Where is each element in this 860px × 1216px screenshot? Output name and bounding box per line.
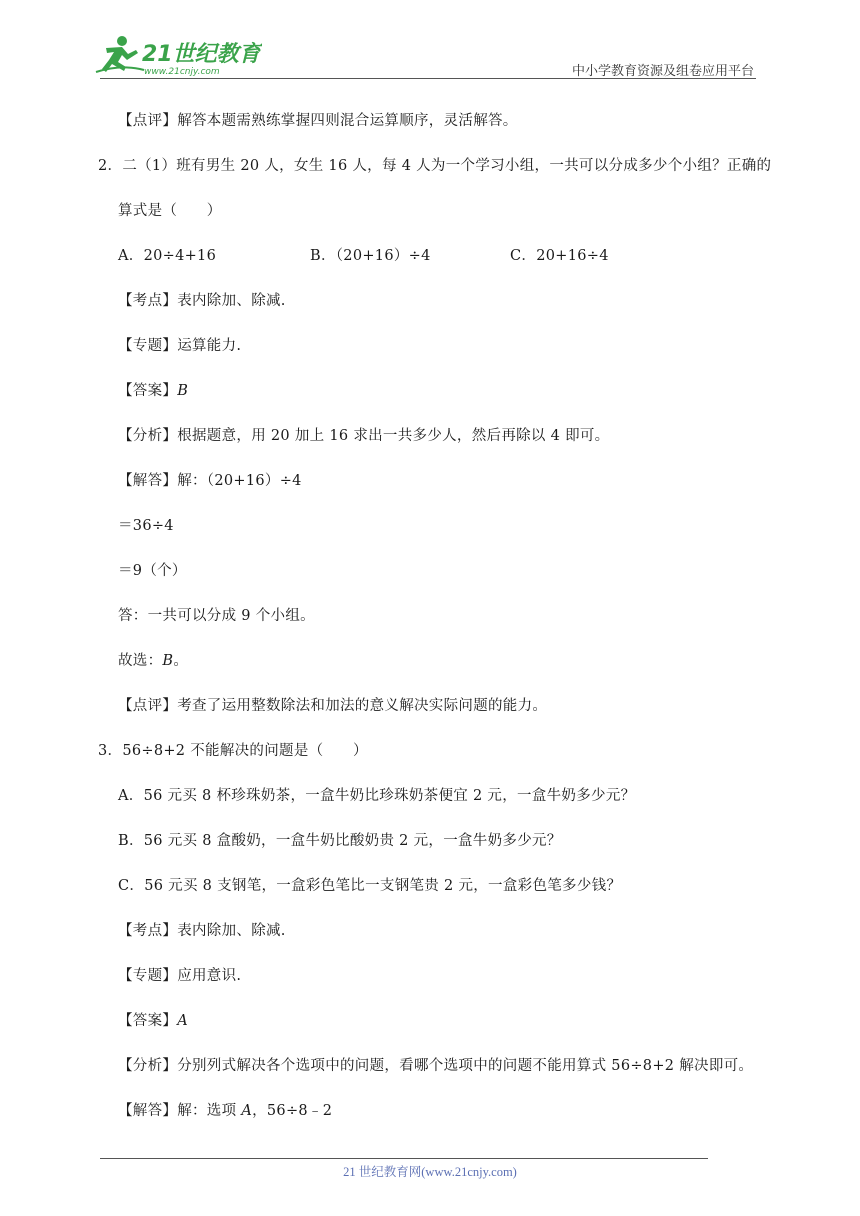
choose-end: 。 [173,653,189,669]
jieda-option: A [241,1103,253,1119]
q3-zhuanti: 【专题】应用意识. [118,968,242,984]
q2-option-c: C．20+16÷4 [510,248,609,264]
q2-fenxi: 【分析】根据题意，用 20 加上 16 求出一共多少人，然后再除以 4 即可。 [118,428,610,444]
q3-option-c: C．56 元买 8 支钢笔，一盒彩色笔比一支钢笔贵 2 元，一盒彩色笔多少钱？ [118,878,622,894]
q2-zhuanti: 【专题】运算能力. [118,338,242,354]
platform-name: 中小学教育资源及组卷应用平台 [571,64,754,79]
q1-comment: 【点评】解答本题需熟练掌握四则混合运算顺序，灵活解答。 [118,113,518,129]
footer-rule [100,1158,708,1159]
choose-label: 故选： [118,653,163,669]
logo-text: 21世纪教育 [142,42,261,67]
q3-stem: 3．56÷8+2 不能解决的问题是（ ） [98,743,368,759]
footer-link[interactable]: 21 世纪教育网(www.21cnjy.com) [343,1165,517,1179]
q3-kaodian: 【考点】表内除加、除减. [118,923,286,939]
jieda-suffix: ，56÷8﹣2 [252,1103,333,1119]
choose-value: B [162,653,174,669]
brand-logo[interactable] [92,34,262,78]
logo-url: www.21cnjy.com [144,67,220,77]
q2-dianping: 【点评】考查了运用整数除法和加法的意义解决实际问题的能力。 [118,698,548,714]
q2-choose [118,651,188,671]
q3-option-a: A．56 元买 8 杯珍珠奶茶，一盒牛奶比珍珠奶茶便宜 2 元，一盒牛奶多少元？ [118,788,636,804]
runner-logo-icon [92,34,262,78]
q2-jieda: 【解答】解：（20+16）÷4 [118,473,302,489]
q3-option-b: B．56 元买 8 盒酸奶，一盒牛奶比酸奶贵 2 元，一盒牛奶多少元？ [118,833,562,849]
answer-value: A [177,1013,188,1029]
q2-stem-line2: 算式是（ ） [118,203,222,219]
q3-jieda [118,1101,332,1121]
q3-fenxi: 【分析】分别列式解决各个选项中的问题，看哪个选项中的问题不能用算式 56÷8+2 解决即可。 [118,1058,754,1074]
q2-option-b: B．（20+16）÷4 [310,248,431,264]
q2-answer [118,381,188,401]
answer-label: 【答案】 [118,383,178,399]
q2-kaodian: 【考点】表内除加、除减. [118,293,286,309]
page-header [0,0,860,90]
jieda-prefix: 【解答】解：选项 [118,1103,242,1119]
header-rule [100,78,756,79]
q2-step1: ＝36÷4 [118,518,174,534]
answer-value: B [177,383,189,399]
q2-step2: ＝9（个） [118,563,187,579]
q2-reply: 答：一共可以分成 9 个小组。 [118,608,315,624]
q3-answer [118,1011,188,1031]
answer-label: 【答案】 [118,1013,178,1029]
q2-option-a: A．20÷4+16 [118,248,217,264]
q2-stem-line1: 2．二（1）班有男生 20 人，女生 16 人，每 4 人为一个学习小组，一共可以分成多少个小组？正确的 [98,158,772,174]
